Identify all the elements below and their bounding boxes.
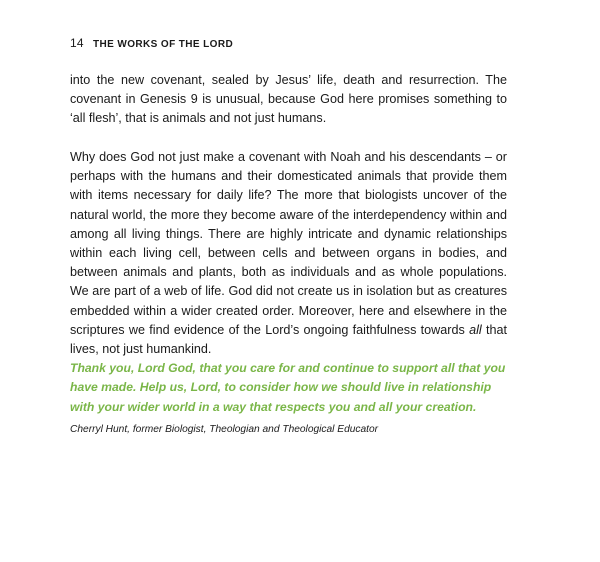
running-header [70,36,233,50]
body-paragraph-2-end: that lives, not just humankind. [70,322,507,357]
page-number: 14 [70,36,84,50]
body-paragraph-1: into the new covenant, sealed by Jesus’ life, death and resurrection. The covenant in Genesis 9 is unusual, because God here promises something to ‘all flesh’, that is animals and not just humans. [70,73,507,126]
emphasis-all: all [469,322,482,337]
body-paragraph-2 [70,148,507,359]
author-attribution: Cherryl Hunt, former Biologist, Theologian and Theological Educator [70,424,379,435]
running-header-title: THE WORKS OF THE LORD [93,39,234,50]
prayer-text: Thank you, Lord God, that you care for and continue to support all that you have made. Help us, Lord, to consider how we should live in relationship with your wider world in a way that respects you and all your creation. [70,361,506,414]
body-paragraph-2-main: Why does God not just make a covenant with Noah and his descendants – or perhaps with the humans and their domesticated animals that provide them with items necessary for daily life? The more that biologists uncover of the natural world, the more they become aware of the interdependency within and among all living things. There are highly intricate and dynamic relationships within each living cell, between cells and between organs in bodies, and between animals and plants, both as individuals and as whole populations. We are part of a web of life. God did not create us in isolation but as creatures embedded within a wider created order. Moreover, here and elsewhere in the scriptures we find evidence of the Lord’s ongoing faithfulness towards [70,150,507,337]
